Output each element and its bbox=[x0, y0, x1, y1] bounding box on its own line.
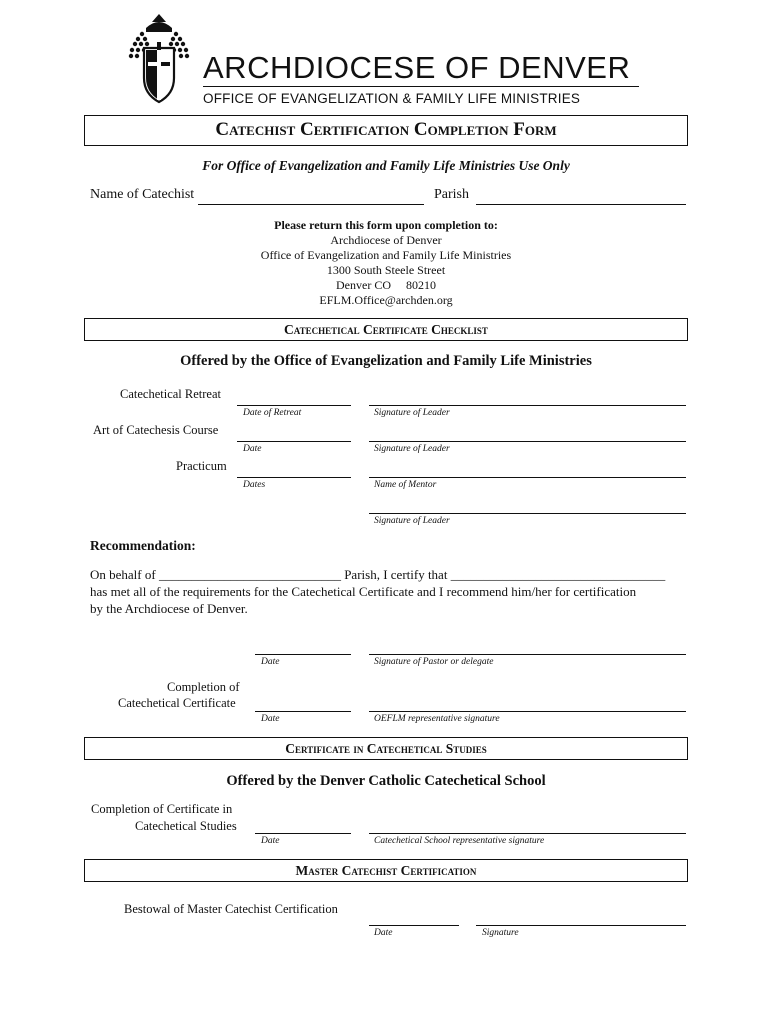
master-label: Bestowal of Master Catechist Certification bbox=[124, 902, 338, 916]
catechist-name-label: Name of Catechist bbox=[90, 187, 195, 202]
retreat-signature-field[interactable] bbox=[369, 405, 686, 406]
studies-date-field[interactable] bbox=[255, 833, 351, 834]
studies-signature-field[interactable] bbox=[369, 833, 686, 834]
pastor-signature-caption: Signature of Pastor or delegate bbox=[374, 657, 494, 667]
recommendation-text-1: On behalf of ____________________________ Parish, I certify that _________________________________ bbox=[90, 567, 666, 582]
completion-label-1: Completion of bbox=[167, 680, 240, 694]
studies-label-1: Completion of Certificate in bbox=[91, 802, 233, 816]
use-only-note: For Office of Evangelization and Family Life Ministries Use Only bbox=[202, 158, 570, 173]
practicum-dates-caption: Dates bbox=[243, 480, 266, 490]
catechist-name-field[interactable] bbox=[198, 204, 424, 205]
section-studies-title: Certificate in Catechetical Studies bbox=[84, 737, 688, 760]
return-line: 1300 South Steele Street bbox=[326, 263, 446, 277]
org-name: ARCHDIOCESE OF DENVER bbox=[203, 50, 631, 85]
course-date-caption: Date bbox=[243, 444, 262, 454]
return-heading: Please return this form upon completion to: bbox=[274, 218, 498, 232]
return-line: Denver CO 80210 bbox=[336, 278, 436, 292]
return-line: Office of Evangelization and Family Life Ministries bbox=[260, 248, 512, 262]
course-label: Art of Catechesis Course bbox=[93, 423, 219, 437]
completion-label-2: Catechetical Certificate bbox=[118, 696, 236, 710]
master-signature-caption: Signature bbox=[482, 928, 519, 938]
course-signature-caption: Signature of Leader bbox=[374, 444, 450, 454]
section-checklist-subtitle: Offered by the Office of Evangelization and Family Life Ministries bbox=[180, 353, 592, 369]
section-studies-subtitle: Offered by the Denver Catholic Catechetical School bbox=[226, 773, 546, 789]
return-info bbox=[84, 218, 688, 308]
completion-date-field[interactable] bbox=[255, 711, 351, 712]
parish-field[interactable] bbox=[476, 204, 686, 205]
office-name: OFFICE OF EVANGELIZATION & FAMILY LIFE MINISTRIES bbox=[203, 91, 581, 106]
studies-signature-caption: Catechetical School representative signature bbox=[374, 836, 545, 846]
section-checklist-title: Catechetical Certificate Checklist bbox=[84, 318, 688, 341]
parish-label: Parish bbox=[434, 187, 469, 202]
section-master-title: Master Catechist Certification bbox=[84, 859, 688, 882]
oefl-signature-field[interactable] bbox=[369, 711, 686, 712]
completion-date-caption: Date bbox=[261, 714, 280, 724]
return-line: Archdiocese of Denver bbox=[330, 233, 442, 247]
header-divider bbox=[203, 86, 639, 87]
coat-of-arms-icon bbox=[128, 12, 190, 106]
retreat-date-field[interactable] bbox=[237, 405, 351, 406]
recommendation-text-3: by the Archdiocese of Denver. bbox=[90, 601, 248, 616]
studies-label-2: Catechetical Studies bbox=[135, 819, 237, 833]
course-signature-field[interactable] bbox=[369, 441, 686, 442]
master-date-caption: Date bbox=[374, 928, 393, 938]
archdiocese-logo bbox=[128, 12, 190, 106]
pastor-date-caption: Date bbox=[261, 657, 280, 667]
retreat-label: Catechetical Retreat bbox=[120, 387, 221, 401]
pastor-signature-field[interactable] bbox=[369, 654, 686, 655]
practicum-signature-field[interactable] bbox=[369, 513, 686, 514]
practicum-mentor-field[interactable] bbox=[369, 477, 686, 478]
practicum-label: Practicum bbox=[176, 459, 227, 473]
retreat-signature-caption: Signature of Leader bbox=[374, 408, 450, 418]
master-date-field[interactable] bbox=[369, 925, 459, 926]
practicum-signature-caption: Signature of Leader bbox=[374, 516, 450, 526]
form-title: Catechist Certification Completion Form bbox=[84, 115, 688, 146]
oefl-signature-caption: OEFLM representative signature bbox=[374, 714, 500, 724]
pastor-date-field[interactable] bbox=[255, 654, 351, 655]
recommendation-text-2: has met all of the requirements for the Catechetical Certificate and I recommend him/her for certification bbox=[90, 584, 637, 599]
return-email: EFLM.Office@archden.org bbox=[319, 293, 453, 307]
recommendation-heading: Recommendation: bbox=[90, 538, 196, 553]
master-signature-field[interactable] bbox=[476, 925, 686, 926]
course-date-field[interactable] bbox=[237, 441, 351, 442]
retreat-date-caption: Date of Retreat bbox=[243, 408, 302, 418]
practicum-mentor-caption: Name of Mentor bbox=[374, 480, 437, 490]
studies-date-caption: Date bbox=[261, 836, 280, 846]
practicum-dates-field[interactable] bbox=[237, 477, 351, 478]
